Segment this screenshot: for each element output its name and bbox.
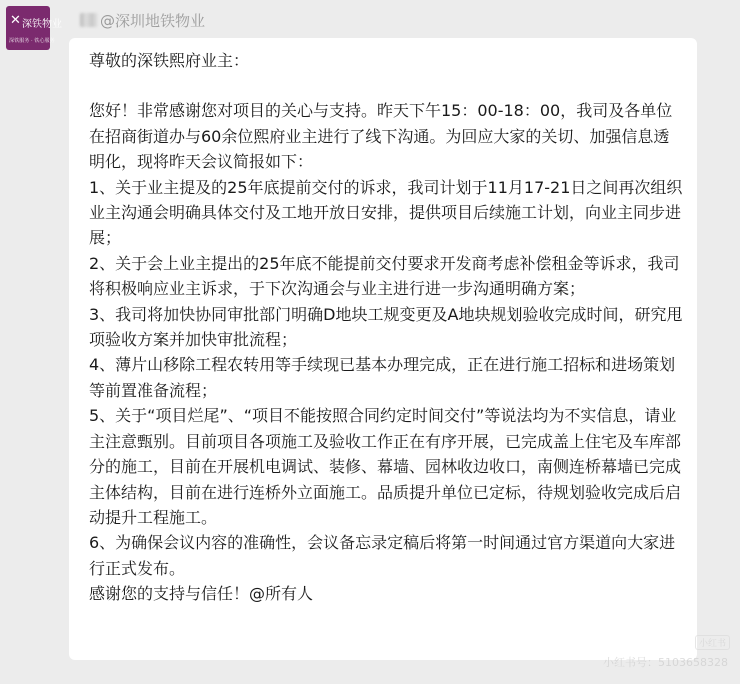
- message-closing: 感谢您的支持与信任！@所有人: [89, 584, 314, 604]
- message-paragraph-3: 3、我司将加快协同审批部门明确D地块工规变更及A地块规划验收完成时间，研究甩项验收方案并加快审批流程；: [89, 304, 683, 350]
- message-bubble[interactable]: [69, 38, 697, 660]
- message-paragraph-5: 5、关于“项目烂尾”、“项目不能按照合同约定时间交付”等说法均为不实信息，请业主注意甄别。目前项目各项施工及验收工作正在有序开展，已完成盖上住宅及车库部分的施工，目前在开展机电调试、装修、幕墙、园林收边收口，南侧连桥幕墙已完成主体结构，目前在进行连桥外立面施工。品质提升单位已定标，待规划验收完成后启动提升工程施工。: [89, 406, 682, 527]
- message-greeting: 尊敬的深铁熙府业主：: [89, 51, 250, 70]
- message-paragraph-1: 1、关于业主提及的25年底提前交付的诉求，我司计划于11月17-21日之间再次组织业主沟通会明确具体交付及工地开放日安排，提供项目后续施工计划，向业主同步进展；: [89, 177, 683, 248]
- avatar-subtitle: 深铁服务 · 铁心服务: [9, 37, 55, 44]
- message-paragraph-4: 4、薄片山移除工程农转用等手续现已基本办理完成，正在进行施工招标和进场策划等前置准备流程；: [89, 355, 676, 400]
- blurred-username: [80, 13, 98, 27]
- metro-logo-icon: ✕: [10, 13, 21, 28]
- sender-name[interactable]: @深圳地铁物业: [100, 11, 206, 30]
- message-paragraph-6: 6、为确保会议内容的准确性，会议备忘录定稿后将第一时间通过官方渠道向大家进行正式发布。: [89, 533, 676, 578]
- watermark-text: 小红书号：5103658328: [603, 656, 728, 669]
- message-paragraph-2: 2、关于会上业主提出的25年底不能提前交付要求开发商考虑补偿租金等诉求，我司将积极响应业主诉求，于下次沟通会与业主进行进一步沟通明确方案；: [89, 253, 680, 299]
- message-paragraph-intro: 您好！非常感谢您对项目的关心与支持。昨天下午15：00-18：00，我司及各单位在招商街道办与60余位熙府业主进行了线下沟通。为回应大家的关切、加强信息透明化，现将昨天会议简报如下：: [89, 101, 673, 172]
- sender-line: [80, 10, 205, 30]
- avatar-logo-text: 深铁物业: [22, 19, 62, 30]
- avatar[interactable]: [6, 6, 62, 50]
- watermark-badge: 小红书: [695, 635, 730, 650]
